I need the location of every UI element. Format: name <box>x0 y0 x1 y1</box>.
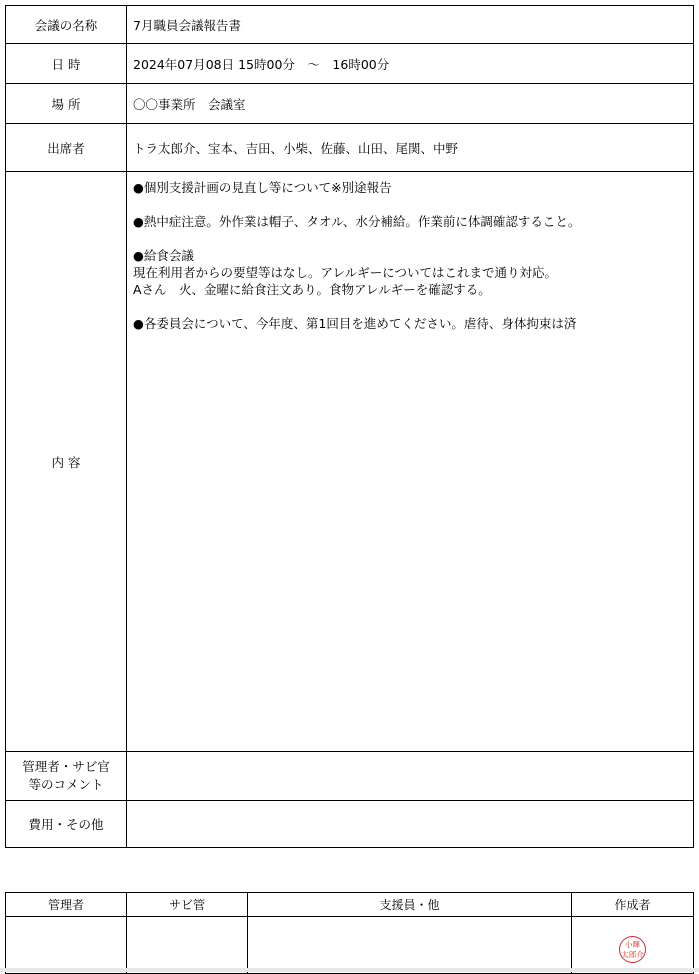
comment-label-line: 等のコメント <box>28 777 104 792</box>
staff-stamp-box[interactable] <box>248 917 572 974</box>
attendees-value[interactable]: トラ太郎介、宝本、吉田、小柴、佐藤、山田、尾関、中野 <box>127 124 694 172</box>
content-paragraph <box>133 247 687 298</box>
signature-stamp-row <box>6 917 694 974</box>
attendees-row <box>6 124 694 172</box>
author-stamp-box[interactable] <box>572 917 694 974</box>
content-line: ●個別支援計画の見直し等について※別途報告 <box>133 180 392 195</box>
meeting-name-label: 会議の名称 <box>6 6 127 44</box>
comment-value[interactable] <box>127 752 694 801</box>
place-value[interactable]: 〇〇事業所 会議室 <box>127 84 694 124</box>
datetime-value[interactable]: 2024年07月08日 15時00分 ～ 16時00分 <box>127 44 694 84</box>
place-label: 場 所 <box>6 84 127 124</box>
manager-stamp-box[interactable] <box>6 917 127 974</box>
content-line: ●各委員会について、今年度、第1回目を進めてください。虐待、身体拘束は済 <box>133 316 577 331</box>
seal-stamp-icon <box>619 936 646 963</box>
signature-header-author: 作成者 <box>572 893 694 917</box>
signature-header-service-manager: サビ管 <box>127 893 248 917</box>
signature-header-row <box>6 893 694 917</box>
cost-label: 費用・その他 <box>6 801 127 848</box>
attendees-label: 出席者 <box>6 124 127 172</box>
content-line: ●熱中症注意。外作業は帽子、タオル、水分補給。作業前に体調確認すること。 <box>133 214 581 229</box>
signature-table <box>5 892 694 974</box>
meeting-name-value[interactable]: 7月職員会議報告書 <box>127 6 694 44</box>
stamp-line: 太郎介 <box>621 949 644 959</box>
cost-value[interactable] <box>127 801 694 848</box>
page-bottom-edge <box>0 968 699 972</box>
service-manager-stamp-box[interactable] <box>127 917 248 974</box>
place-row <box>6 84 694 124</box>
content-value[interactable] <box>127 172 694 752</box>
comment-row <box>6 752 694 801</box>
content-paragraph <box>133 315 687 332</box>
content-row <box>6 172 694 752</box>
content-line: Aさん 火、金曜に給食注文あり。食物アレルギーを確認する。 <box>133 282 491 297</box>
signature-header-staff: 支援員・他 <box>248 893 572 917</box>
content-line: ●給食会議 <box>133 248 194 263</box>
signature-header-manager: 管理者 <box>6 893 127 917</box>
content-paragraph <box>133 213 687 230</box>
meeting-name-row <box>6 6 694 44</box>
datetime-label: 日 時 <box>6 44 127 84</box>
cost-row <box>6 801 694 848</box>
report-table <box>5 5 694 848</box>
stamp-line: 小輝 <box>625 939 640 949</box>
comment-label <box>6 752 127 801</box>
datetime-row <box>6 44 694 84</box>
content-label: 内 容 <box>6 172 127 752</box>
comment-label-line: 管理者・サビ官 <box>22 759 110 774</box>
content-line: 現在利用者からの要望等はなし。アレルギーについてはこれまで通り対応。 <box>133 265 557 280</box>
content-paragraph <box>133 179 687 196</box>
